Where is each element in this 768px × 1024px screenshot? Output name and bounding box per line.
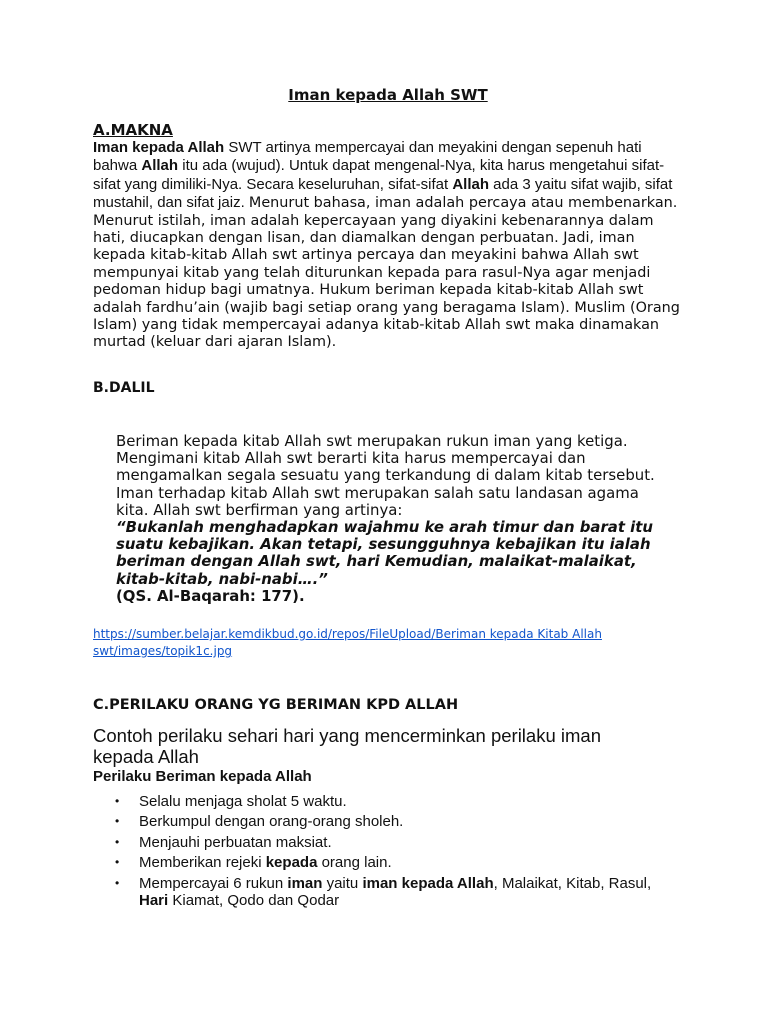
paragraph-text: Menurut bahasa, iman adalah percaya atau membenarkan. Menurut istilah, iman adalah kepercayaan yang diyakini kebenarannya dalam hati, diucapkan dengan lisan, dan diamalkan dengan perbuatan. Jadi, iman kepada kitab-kitab Allah swt artinya percaya dan meyakini bahwa Allah swt mempunyai kitab yang telah diturunkan kepada para rasul-Nya agar menjadi pedoman hidup bagi umatnya. Hukum beriman kepada kitab-kitab Allah swt adalah fardhu’ain (wajib bagi setiap orang yang beragama Islam). Muslim (Orang Islam) yang tidak mempercayai adanya kitab-kitab Allah swt maka dinamakan murtad (keluar dari ajaran Islam). bbox=[93, 195, 680, 351]
bold-text: kepada bbox=[265, 854, 318, 872]
bullet-icon: • bbox=[115, 875, 120, 890]
bullet-icon: • bbox=[115, 855, 120, 870]
paragraph-text: itu ada (wujud). Untuk dapat mengenal-Nya, kita harus mengetahui sifat-sifat yang dimiliki-Nya. Secara keseluruhan, sifat-sifat bbox=[93, 157, 665, 193]
list-item-text: yaitu bbox=[322, 874, 363, 892]
document-title: Iman kepada Allah SWT bbox=[288, 86, 488, 104]
bold-text: iman bbox=[287, 874, 323, 892]
section-a-paragraph bbox=[93, 139, 683, 352]
bullet-icon: • bbox=[115, 834, 120, 849]
quran-reference: (QS. Al-Baqarah: 177). bbox=[116, 586, 305, 605]
list-item-text: Memberikan rejeki bbox=[139, 854, 266, 872]
bullet-icon: • bbox=[115, 794, 120, 808]
section-b-heading: B.DALIL bbox=[93, 380, 155, 396]
list-item bbox=[93, 813, 653, 830]
section-c-heading: C.PERILAKU ORANG YG BERIMAN KPD ALLAH bbox=[93, 697, 459, 713]
behavior-list bbox=[93, 793, 653, 912]
list-item bbox=[93, 854, 653, 871]
list-item bbox=[93, 834, 653, 851]
bold-text: Allah bbox=[141, 157, 179, 175]
dalil-paragraph: Iman terhadap kitab Allah swt merupakan salah satu landasan agama kita. Allah swt berfirman yang artinya: bbox=[116, 483, 639, 519]
list-item-text: Selalu menjaga sholat 5 waktu. bbox=[139, 793, 347, 810]
bold-text: iman kepada Allah bbox=[362, 874, 494, 892]
list-item bbox=[93, 875, 653, 909]
bold-text: Hari bbox=[139, 891, 169, 909]
bold-text: Allah bbox=[452, 175, 489, 193]
section-c-intro: Contoh perilaku sehari hari yang mencerminkan perilaku iman kepada Allah bbox=[93, 725, 601, 767]
list-item-text: Kiamat, Qodo dan Qodar bbox=[168, 891, 340, 909]
list-item bbox=[93, 793, 653, 810]
paragraph-text: ada 3 yaitu sifat wajib, sifat mustahil, dan sifat jaiz. bbox=[93, 175, 673, 212]
list-item-text: Berkumpul dengan orang-orang sholeh. bbox=[139, 813, 404, 831]
dalil-block bbox=[116, 433, 661, 605]
section-a-heading: A.MAKNA bbox=[93, 121, 173, 139]
bullet-icon: • bbox=[115, 814, 120, 829]
list-item-text: orang lain. bbox=[317, 854, 392, 872]
section-c-subheading: Perilaku Beriman kepada Allah bbox=[93, 768, 312, 785]
bold-text: Iman kepada Allah bbox=[93, 139, 225, 156]
list-item-text: Mempercayai 6 rukun bbox=[139, 874, 288, 892]
paragraph-text: SWT artinya mempercayai dan meyakini dengan sepenuh hati bahwa bbox=[93, 139, 642, 175]
source-link[interactable]: https://sumber.belajar.kemdikbud.go.id/repos/FileUpload/Beriman kepada Kitab Allah swt/images/topik1c.jpg bbox=[93, 627, 602, 658]
list-item-text: , Malaikat, Kitab, Rasul, bbox=[493, 874, 652, 892]
list-item-text: Menjauhi perbuatan maksiat. bbox=[139, 833, 332, 851]
dalil-paragraph: Beriman kepada kitab Allah swt merupakan rukun iman yang ketiga. Mengimani kitab Allah swt berarti kita harus mempercayai dan mengamalkan segala sesuatu yang terkandung di dalam kitab tersebut. bbox=[116, 432, 655, 485]
quran-quote: “Bukanlah menghadapkan wajahmu ke arah timur dan barat itu suatu kebajikan. Akan tetapi, sesungguhnya kebajikan itu ialah beriman dengan Allah swt, hari Kemudian, malaikat-malaikat, kitab-kitab, nabi-nabi….” bbox=[116, 518, 653, 588]
